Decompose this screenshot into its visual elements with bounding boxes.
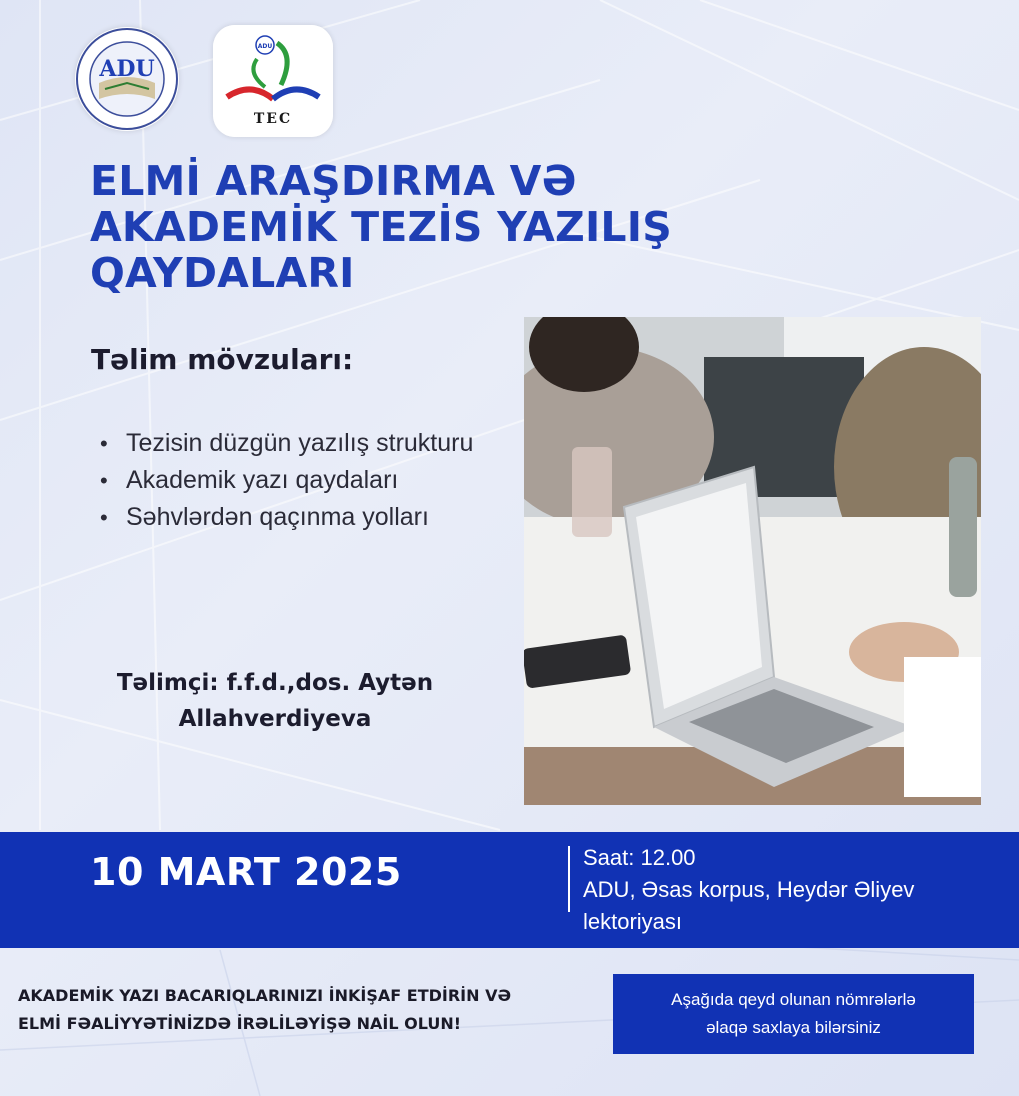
call-to-action — [18, 982, 598, 1038]
topic-item: • Tezisin düzgün yazılış strukturu — [100, 425, 500, 462]
cta-line: ELMİ FƏALİYYƏTİNİZDƏ İRƏLİLƏYİŞƏ NAİL OLUN! — [18, 1014, 462, 1033]
tec-logo-text: TEC — [253, 111, 293, 127]
event-time: Saat: 12.00 — [583, 845, 696, 870]
cta-line: AKADEMİK YAZI BACARIQLARINIZI İNKİŞAF ETDİRİN VƏ — [18, 986, 512, 1005]
event-details — [583, 842, 1003, 938]
topics-list — [100, 425, 500, 536]
trainer-info: Təlimçi: f.f.d.,dos. Aytən Allahverdiyeva — [116, 670, 434, 732]
tec-badge-text: ADU — [257, 43, 273, 50]
topic-item: • Səhvlərdən qaçınma yolları — [100, 499, 500, 536]
band-divider — [568, 846, 570, 912]
contact-box — [613, 974, 974, 1054]
event-place: ADU, Əsas korpus, Heydər Əliyev — [583, 877, 915, 902]
adu-logo-text: ADU — [99, 56, 155, 82]
topic-item: • Akademik yazı qaydaları — [100, 462, 500, 499]
tec-logo — [213, 25, 333, 137]
adu-university-logo — [75, 27, 179, 131]
event-place: lektoriyası — [583, 909, 683, 934]
contact-line: əlaqə saxlaya bilərsiniz — [706, 1018, 881, 1037]
workshop-photo — [524, 317, 981, 805]
event-date: 10 MART 2025 — [90, 850, 402, 894]
title-line: AKADEMİK TEZİS YAZILIŞ — [90, 203, 672, 251]
contact-line: Aşağıda qeyd olunan nömrələrlə — [671, 990, 916, 1009]
topics-heading: Təlim mövzuları: — [91, 343, 354, 376]
title-line: QAYDALARI — [90, 249, 355, 297]
title-line: ELMİ ARAŞDIRMA VƏ — [90, 157, 577, 205]
poster-title — [90, 158, 730, 296]
